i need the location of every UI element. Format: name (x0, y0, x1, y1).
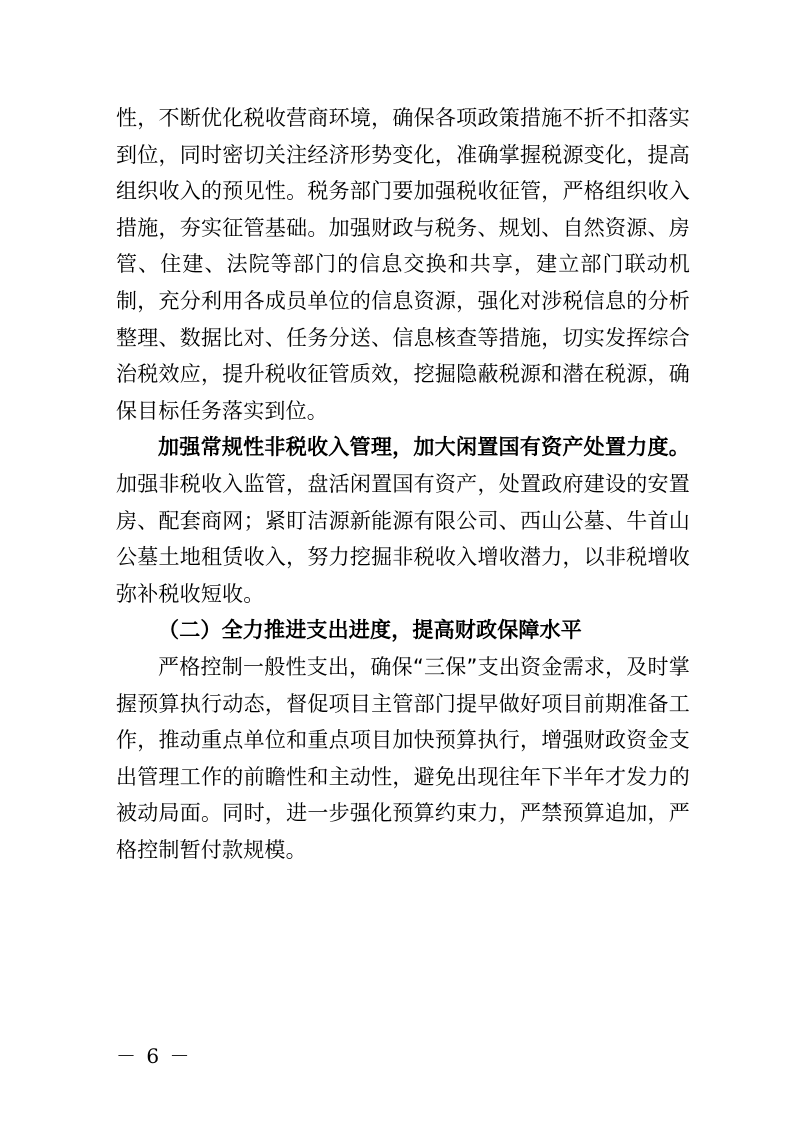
paragraph-non-tax-revenue (116, 429, 690, 612)
section-heading (116, 612, 690, 649)
paragraph-tax-collection (116, 100, 690, 429)
paragraph-heading: 加强常规性非税收入管理，加大闲置国有资产处置力度。 (158, 435, 690, 460)
document-body (116, 100, 690, 868)
paragraph-text: 性，不断优化税收营商环境，确保各项政策措施不折不扣落实到位，同时密切关注经济形势变化，准确掌握税源变化，提高组织收入的预见性。税务部门要加强税收征管，严格组织收入措施，夯实征管基础。加强财政与税务、规划、自然资源、房管、住建、法院等部门的信息交换和共享，建立部门联动机制，充分利用各成员单位的信息资源，强化对涉税信息的分析整理、数据比对、任务分送、信息核查等措施，切实发挥综合治税效应，提升税收征管质效，挖掘隐蔽税源和潜在税源，确保目标任务落实到位。 (116, 106, 690, 423)
section-heading-text: （二）全力推进支出进度，提高财政保障水平 (158, 618, 582, 643)
paragraph-text: 加强非税收入监管，盘活闲置国有资产，处置政府建设的安置房、配套商网；紧盯洁源新能源有限公司、西山公墓、牛首山公墓土地租赁收入，努力挖掘非税收入增收潜力，以非税增收弥补税收短收。 (116, 471, 690, 606)
page-number: － 6 － (116, 1044, 192, 1068)
paragraph-expenditure-control (116, 649, 690, 869)
paragraph-text: 严格控制一般性支出，确保“三保”支出资金需求，及时掌握预算执行动态，督促项目主管部门提早做好项目前期准备工作，推动重点单位和重点项目加快预算执行，增强财政资金支出管理工作的前瞻性和主动性，避免出现往年下半年才发力的被动局面。同时，进一步强化预算约束力，严禁预算追加，严格控制暂付款规模。 (116, 654, 690, 862)
